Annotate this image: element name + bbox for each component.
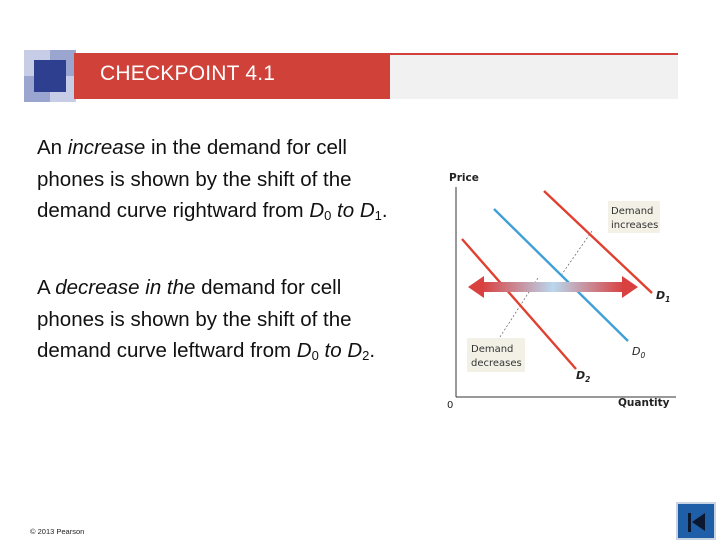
text: . xyxy=(381,199,388,222)
text: demand for cell phones is shown by the shift of the demand curve leftward from xyxy=(37,276,352,362)
first-slide-icon xyxy=(692,513,705,531)
curve-label-d1 xyxy=(656,289,670,304)
first-slide-button[interactable] xyxy=(676,502,716,540)
x-axis-label: Quantity xyxy=(618,397,670,409)
demand-curve-d0 xyxy=(494,209,628,341)
copyright-notice: © 2013 Pearson xyxy=(30,527,85,536)
paragraph-increase xyxy=(37,132,407,227)
shift-arrow-left-head xyxy=(468,276,484,298)
text: . xyxy=(369,339,376,362)
curve-symbol: to D xyxy=(318,339,363,362)
subscript: 1 xyxy=(374,208,382,223)
text: An xyxy=(37,136,68,159)
first-slide-icon-bar xyxy=(688,513,691,532)
header-background xyxy=(390,55,678,99)
text: A xyxy=(37,276,56,299)
shift-arrow-shaft xyxy=(482,282,624,292)
curve-symbol: to D xyxy=(331,199,375,222)
curve-label-d2-name: D xyxy=(576,369,586,382)
callout-increase-line2: increases xyxy=(611,220,659,231)
curve-label-d0-sub: 0 xyxy=(640,351,646,360)
curve-symbol: D xyxy=(309,199,325,222)
y-axis-label: Price xyxy=(449,172,479,184)
curve-label-d0-name: D xyxy=(632,345,641,358)
emphasis: decrease in the xyxy=(55,276,196,299)
subscript: 2 xyxy=(362,348,370,363)
leader-increase xyxy=(560,231,592,277)
callout-decrease-line1: Demand xyxy=(471,344,514,355)
text: in the demand for cell phones is shown by the shift of the demand curve rightward from xyxy=(37,136,352,222)
demand-shift-diagram xyxy=(440,165,685,415)
curve-label-d0 xyxy=(632,345,645,360)
curve-symbol: D xyxy=(296,339,312,362)
callout-increase-line1: Demand xyxy=(611,206,654,217)
slide-title: CHECKPOINT 4.1 xyxy=(100,62,276,85)
emphasis: increase xyxy=(67,136,146,159)
curve-label-d1-name: D xyxy=(656,289,666,302)
origin-label: 0 xyxy=(447,400,454,411)
subscript: 0 xyxy=(324,208,332,223)
shift-arrow-right-head xyxy=(622,276,638,298)
curve-label-d2-sub: 2 xyxy=(585,375,591,384)
paragraph-decrease xyxy=(37,272,407,367)
subscript: 0 xyxy=(311,348,319,363)
logo-squares xyxy=(24,50,76,102)
curve-label-d1-sub: 1 xyxy=(665,295,671,304)
callout-decrease-line2: decreases xyxy=(471,358,522,369)
curve-label-d2 xyxy=(576,369,590,384)
